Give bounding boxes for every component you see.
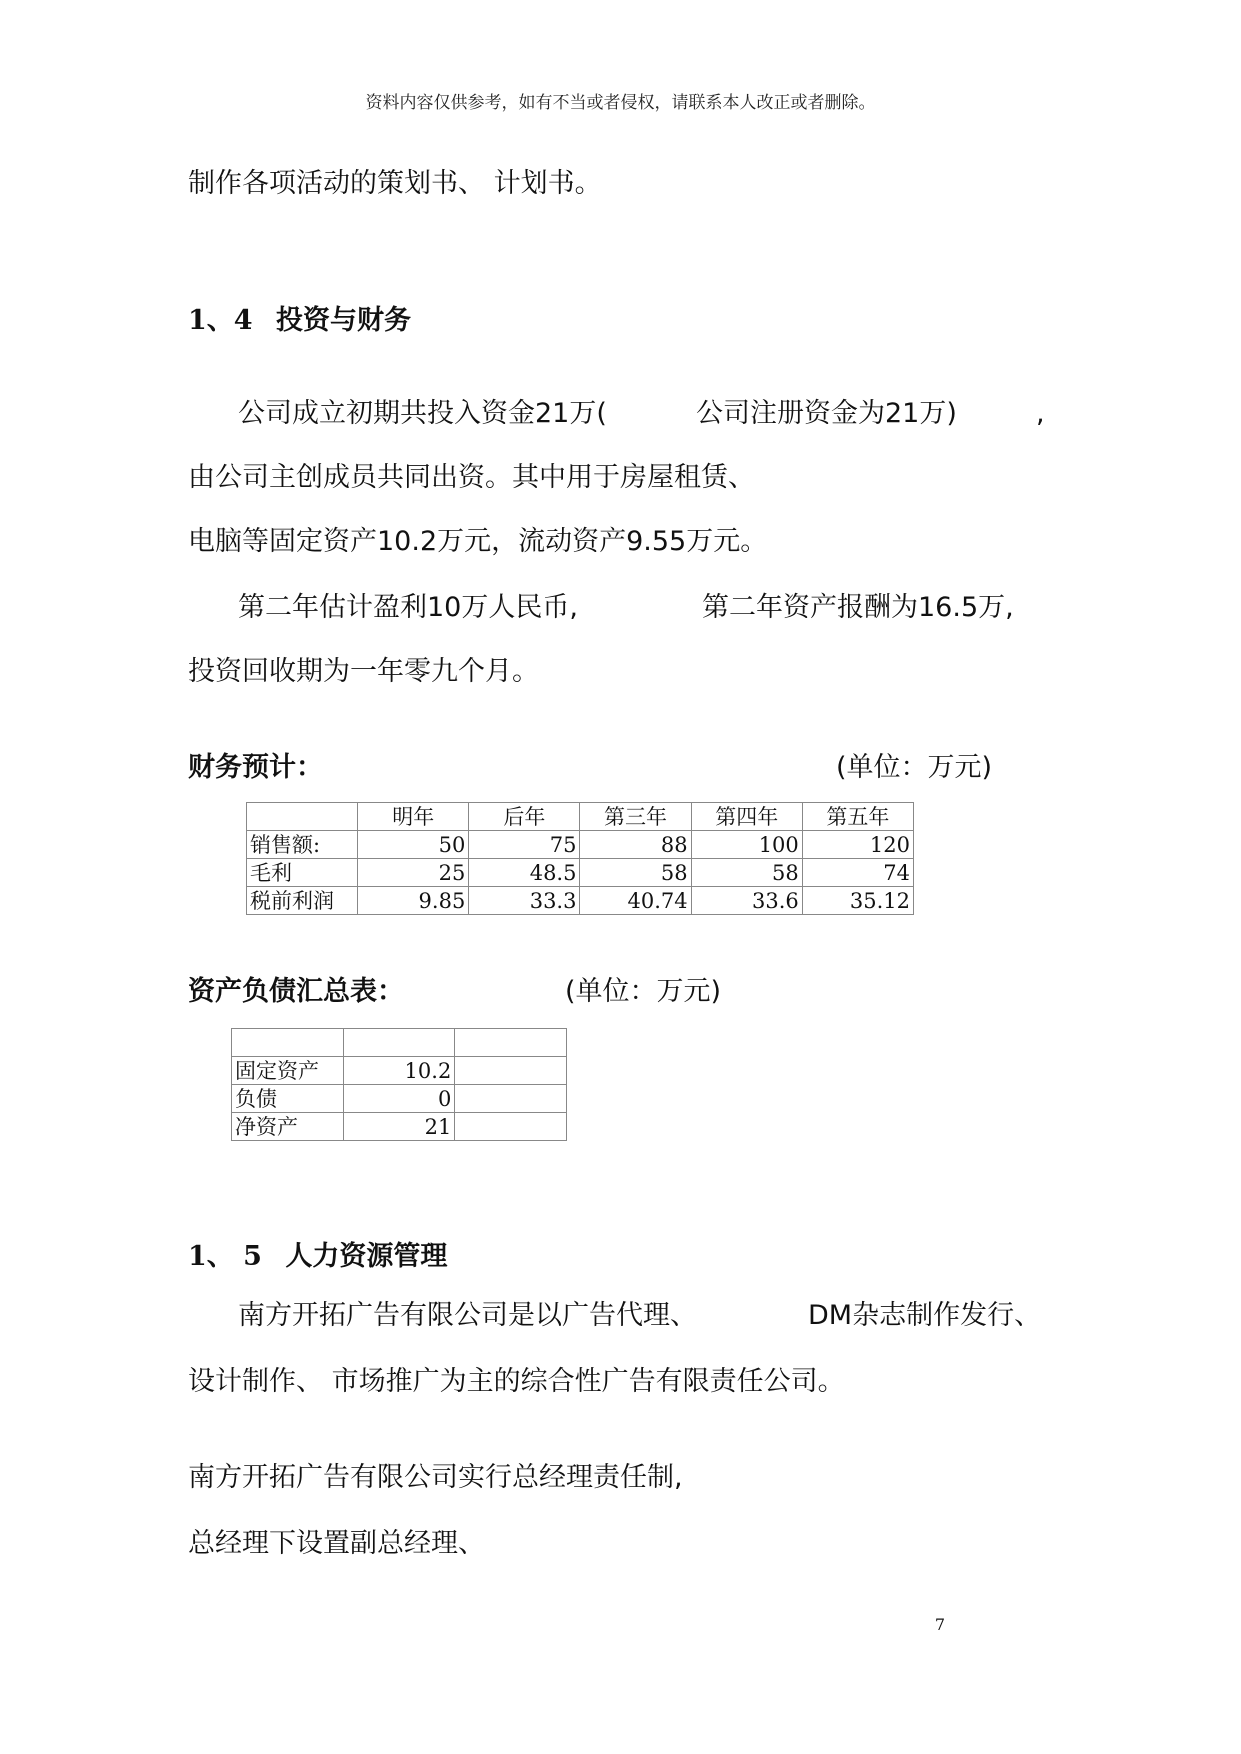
- table-cell: [232, 1029, 344, 1057]
- table-cell: 0: [343, 1085, 455, 1113]
- section-title: 投资与财务: [275, 305, 411, 336]
- table-cell: 21: [343, 1113, 455, 1141]
- paragraph-profit-b: 第二年资产报酬为16.5万,: [702, 592, 1014, 623]
- table-cell: 33.3: [469, 887, 580, 915]
- table-cell: [455, 1113, 567, 1141]
- table-header-cell: 第五年: [802, 803, 913, 831]
- table-header-row: [247, 803, 914, 831]
- table-cell: 74: [802, 859, 913, 887]
- paragraph-management-2: 总经理下设置副总经理、: [188, 1528, 485, 1559]
- table-cell: 25: [358, 859, 469, 887]
- section-number: 1、 5: [188, 1241, 262, 1272]
- table-cell: 毛利: [247, 859, 358, 887]
- paragraph-investment-b: 公司注册资金为21万): [696, 398, 957, 429]
- table-cell: 35.12: [802, 887, 913, 915]
- page-number: 7: [934, 1615, 945, 1634]
- paragraph-payback: 投资回收期为一年零九个月。: [188, 656, 539, 687]
- table-cell: 10.2: [343, 1057, 455, 1085]
- table-cell: 75: [469, 831, 580, 859]
- section-title: 人力资源管理: [285, 1241, 448, 1272]
- table-row: [247, 859, 914, 887]
- paragraph-investment-a: 公司成立初期共投入资金21万(: [238, 398, 607, 429]
- table-cell: [455, 1085, 567, 1113]
- table-row: [247, 887, 914, 915]
- table-cell: 9.85: [358, 887, 469, 915]
- table-header-cell: 第四年: [691, 803, 802, 831]
- table-header-cell: 第三年: [580, 803, 691, 831]
- table-cell: 48.5: [469, 859, 580, 887]
- table-row: [232, 1113, 567, 1141]
- paragraph-management: 南方开拓广告有限公司实行总经理责任制,: [188, 1462, 683, 1493]
- section-heading-1-5: [188, 1234, 447, 1273]
- table-cell: 58: [691, 859, 802, 887]
- financial-forecast-unit: (单位：万元): [836, 752, 993, 783]
- paragraph-profit-a: 第二年估计盈利10万人民币,: [238, 592, 578, 623]
- table-cell: [455, 1029, 567, 1057]
- header-disclaimer: 资料内容仅供参考，如有不当或者侵权，请联系本人改正或者删除。: [365, 93, 876, 113]
- table-cell: 固定资产: [232, 1057, 344, 1085]
- paragraph-company-a: 南方开拓广告有限公司是以广告代理、: [238, 1300, 697, 1331]
- financial-forecast-title: 财务预计：: [188, 752, 323, 783]
- table-header-cell: 后年: [469, 803, 580, 831]
- table-header-cell: 明年: [358, 803, 469, 831]
- table-cell: 58: [580, 859, 691, 887]
- balance-sheet-unit: (单位：万元): [565, 976, 722, 1007]
- financial-forecast-table: [246, 802, 914, 915]
- paragraph-company-scope: 设计制作、 市场推广为主的综合性广告有限责任公司。: [188, 1366, 845, 1397]
- table-cell: 税前利润: [247, 887, 358, 915]
- table-cell: 40.74: [580, 887, 691, 915]
- section-number: 1、4: [188, 305, 253, 336]
- table-cell: 50: [358, 831, 469, 859]
- paragraph-funding: 由公司主创成员共同出资。其中用于房屋租赁、: [188, 462, 755, 493]
- table-cell: 88: [580, 831, 691, 859]
- table-cell: 120: [802, 831, 913, 859]
- table-cell: 销售额:: [247, 831, 358, 859]
- balance-sheet-table: [231, 1028, 567, 1141]
- table-row: [247, 831, 914, 859]
- paragraph-assets: 电脑等固定资产10.2万元，流动资产9.55万元。: [188, 526, 768, 557]
- paragraph-investment-c: ,: [1036, 398, 1045, 429]
- table-cell: [343, 1029, 455, 1057]
- table-cell: 负债: [232, 1085, 344, 1113]
- table-cell: [455, 1057, 567, 1085]
- table-cell: 100: [691, 831, 802, 859]
- balance-sheet-title: 资产负债汇总表：: [188, 976, 404, 1007]
- line-activity-plans: 制作各项活动的策划书、 计划书。: [188, 168, 602, 199]
- paragraph-company-b: DM杂志制作发行、: [808, 1300, 1042, 1331]
- table-header-cell: [247, 803, 358, 831]
- section-heading-1-4: [188, 298, 411, 337]
- table-cell: 33.6: [691, 887, 802, 915]
- table-cell: 净资产: [232, 1113, 344, 1141]
- table-row: [232, 1029, 567, 1057]
- table-row: [232, 1057, 567, 1085]
- table-row: [232, 1085, 567, 1113]
